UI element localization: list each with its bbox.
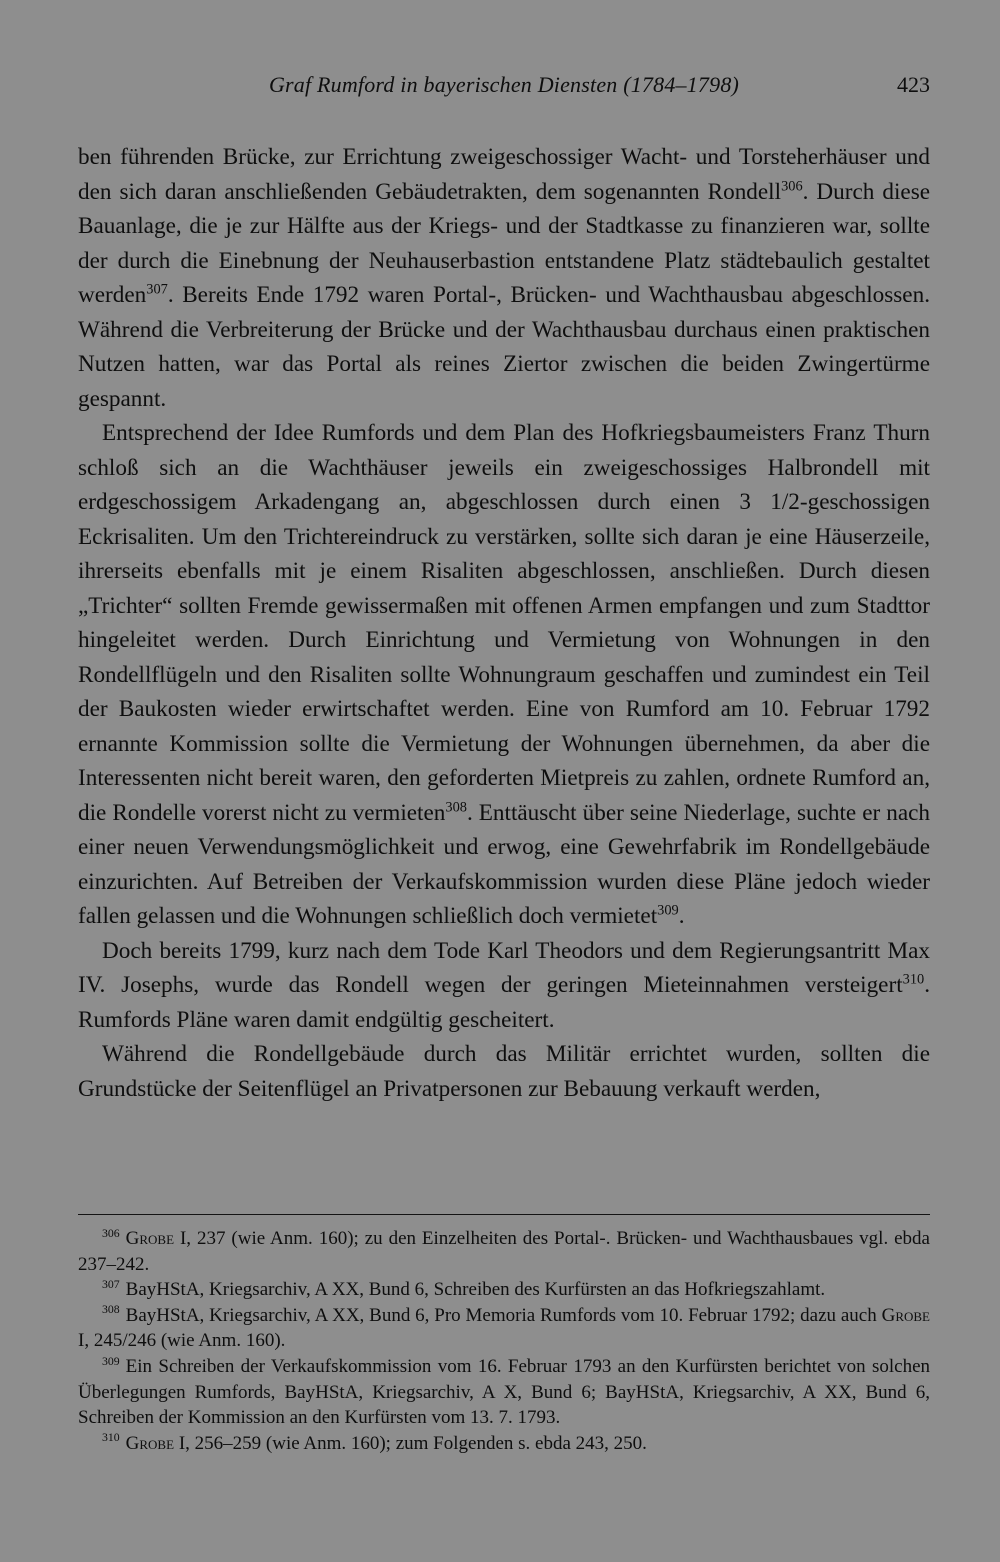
text-run: BayHStA, Kriegsarchiv, A XX, Bund 6, Pro Memoria Rumfords vom 10. Februar 1792; dazu auch — [125, 1304, 882, 1326]
text-run: Doch bereits 1799, kurz nach dem Tode Karl Theodors und dem Regierungsantritt Max IV. Josephs, wurde das Rondell wegen der geringen Mieteinnahmen versteigert — [78, 937, 930, 998]
footnote-number: 307 — [102, 1277, 120, 1291]
author-name: Grobe — [125, 1432, 175, 1454]
footnote-number: 310 — [102, 1431, 120, 1445]
author-name: Grobe — [125, 1228, 175, 1249]
text-run: . Enttäuscht über seine Niederlage, suchte er nach einer neuen Verwendungsmöglichkeit und erwog, eine Gewehrfabrik im Rondellgebäude einzurichten. Auf Betreiben der Verkaufskommission wurden diese Pläne jedoch wieder fallen gelassen und die Wohnungen schließlich doch vermietet — [78, 799, 930, 929]
author-name: Grobe — [881, 1304, 930, 1326]
footnote — [78, 1431, 930, 1457]
footnote-ref: 308 — [445, 798, 467, 815]
text-run: Während die Rondellgebäude durch das Militär errichtet wurden, sollten die Grundstücke der Seitenflügel an Privatpersonen zur Bebauung verkauft werden, — [78, 1041, 930, 1102]
text-run: . Durch diese Bauanlage, die je zur Hälfte aus der Kriegs- und der Stadtkasse zu finanzieren war, sollte der durch die Einebnung der Neuhauserbastion entstandene Platz städtebaulich gestaltet werden — [78, 178, 931, 308]
footnotes — [78, 1226, 930, 1456]
footnote-ref: 309 — [657, 902, 679, 919]
text-run: . — [678, 903, 685, 929]
footnote-separator — [78, 1214, 930, 1215]
page-number: 423 — [897, 72, 930, 97]
text-run: I, 245/246 (wie Anm. 160). — [78, 1330, 286, 1352]
body-text — [78, 140, 930, 1106]
footnote-ref: 307 — [146, 281, 168, 298]
paragraph — [78, 140, 930, 416]
running-title: Graf Rumford in bayerischen Diensten (1784–1798) — [268, 72, 740, 97]
paragraph — [78, 416, 930, 934]
text-run: Entsprechend der Idee Rumfords und dem Plan des Hofkriegsbaumeisters Franz Thurn schloß sich an die Wachthäuser jeweils ein zweigeschossiges Halbrondell mit erdgeschossigem Arkadengang an, abgeschlossen durch einen 3 1/2-geschossigen Eckrisaliten. Um den Trichtereindruck zu verstärken, sollte sich daran je eine Häuserzeile, ihrerseits ebenfalls mit je einem Risaliten abgeschlossen, anschließen. Durch diesen „Trichter“ sollten Fremde gewissermaßen mit offenen Armen empfangen und zum Stadttor hingeleitet werden. Durch Einrichtung und Vermietung von Wohnungen in den Rondellflügeln und den Risaliten sollte Wohnungraum geschaffen und zumindest ein Teil der Baukosten wieder erwirtschaftet werden. Eine von Rumford am 10. Februar 1792 ernannte Kommission sollte die Vermietung der Wohnungen übernehmen, da aber die Interessenten nicht bereit waren, den geforderten Mietpreis zu zahlen, ordnete Rumford an, die Rondelle vorerst nicht zu vermieten — [78, 420, 930, 826]
text-run: I, 237 (wie Anm. 160); zu den Einzelheiten des Portal-. Brücken- und Wachthausbaues vgl. ebda 237–242. — [78, 1228, 930, 1275]
footnote-ref: 310 — [902, 971, 925, 988]
text-run: . Rumfords Pläne waren damit endgültig gescheitert. — [78, 972, 930, 1033]
footnote — [78, 1303, 930, 1354]
footnote-number: 306 — [102, 1226, 120, 1240]
text-run: I, 256–259 (wie Anm. 160); zum Folgenden s. ebda 243, 250. — [174, 1432, 647, 1454]
footnote — [78, 1277, 930, 1303]
footnote — [78, 1226, 930, 1277]
paragraph — [78, 1037, 930, 1106]
text-run: . Bereits Ende 1792 waren Portal-, Brücken- und Wachthausbau abgeschlossen. Während die Verbreiterung der Brücke und der Wachthausbau durchaus einen praktischen Nutzen hatten, war das Portal als reines Ziertor zwischen die beiden Zwingertürme gespannt. — [78, 282, 930, 412]
paragraph — [78, 934, 930, 1038]
footnote-ref: 306 — [781, 177, 803, 194]
text-run: ben führenden Brücke, zur Errichtung zweigeschossiger Wacht- und Torsteherhäuser und den sich daran anschließenden Gebäudetrakten, dem sogenannten Rondell — [78, 144, 930, 205]
running-header — [78, 72, 930, 106]
footnote-number: 308 — [102, 1303, 120, 1317]
footnote — [78, 1354, 930, 1431]
text-run: Ein Schreiben der Verkaufskommission vom 16. Februar 1793 an den Kurfürsten berichtet von solchen Überlegungen Rumfords, BayHStA, Kriegsarchiv, A X, Bund 6; BayHStA, Kriegsarchiv, A XX, Bund 6, Schreiben der Kommission an den Kurfürsten vom 13. 7. 1793. — [78, 1355, 930, 1429]
footnote-number: 309 — [102, 1354, 120, 1368]
text-run: BayHStA, Kriegsarchiv, A XX, Bund 6, Schreiben des Kurfürsten an das Hofkriegszahlamt. — [125, 1279, 826, 1301]
